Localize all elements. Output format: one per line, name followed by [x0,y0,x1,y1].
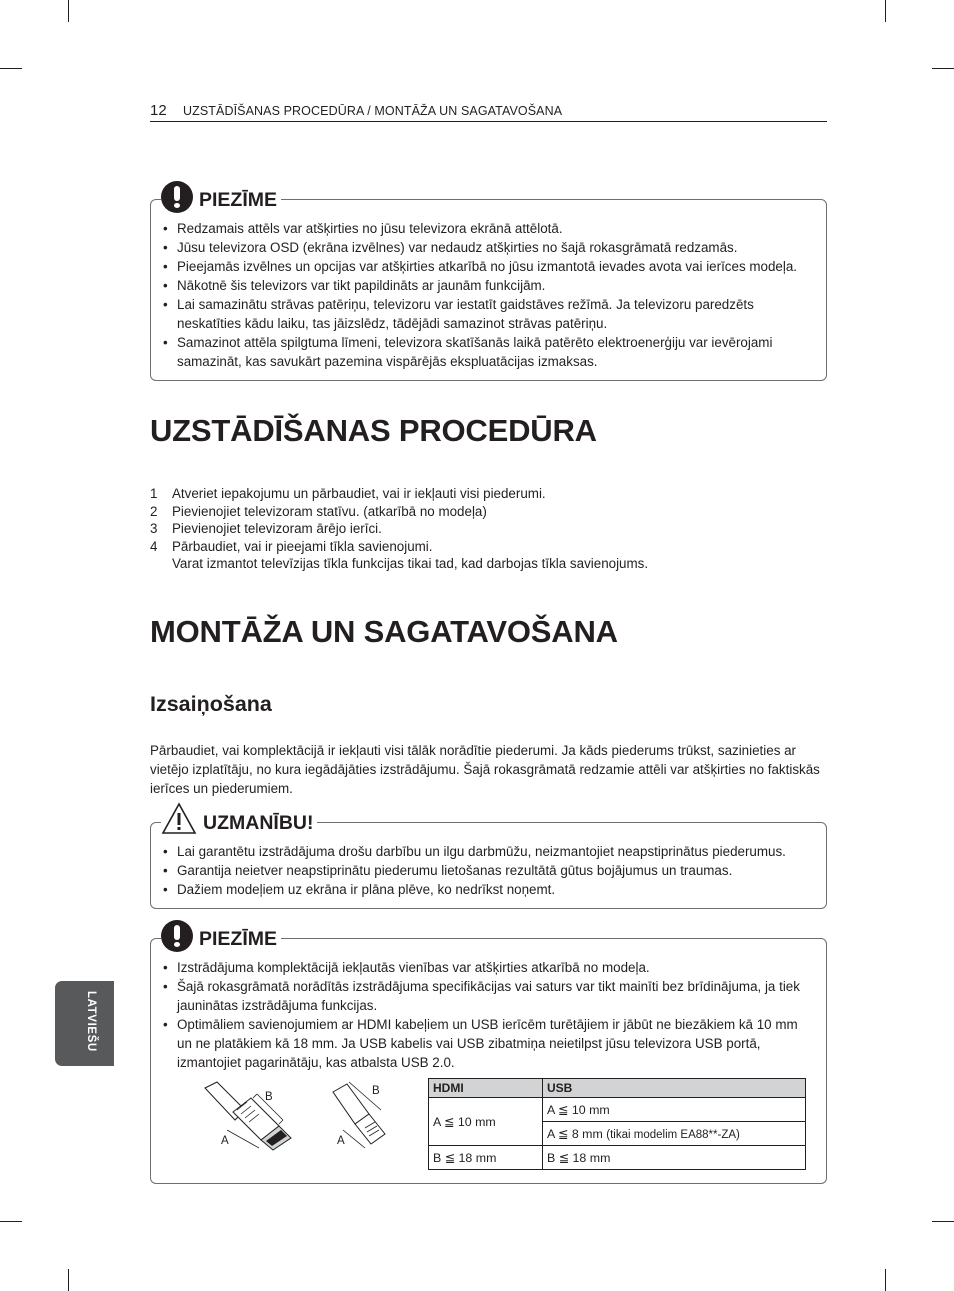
caution-title: UZMANĪBU! [203,812,314,834]
list-item: • Dažiem modeļiem uz ekrāna ir plāna plēve, ko nedrīkst noņemt. [163,880,816,899]
dimension-label: A [337,1135,345,1147]
caution-list [163,842,816,899]
list-item: • Pieejamās izvēlnes un opcijas var atšķirties atkarībā no jūsu izmantotā ievades avota vai ierīces modeļa. [163,257,816,276]
list-item: • Lai garantētu izstrādājuma drošu darbību un ilgu darbmūžu, neizmantojiet neapstiprinātus piederumus. [163,842,816,861]
language-tab [55,981,114,1066]
list-item: • Optimāliem savienojumiem ar HDMI kabeļiem un USB ierīcēm turētājiem ir jābūt ne biezākiem kā 10 mm un ne platākiem kā 18 mm. Ja USB kabelis vai USB zibatmiņa neietilpst jūsu televizora USB portā, izmantojiet pagarinātāju, kas atbalsta USB 2.0. [163,1015,816,1072]
cell-note: (tikai modelim EA88**-ZA) [606,1129,740,1141]
note-title: PIEZĪME [199,189,278,211]
note-list [163,219,816,371]
running-title: UZSTĀDĪŠANAS PROCEDŪRA / MONTĀŽA UN SAGATAVOŠANA [183,104,563,118]
list-item: • Izstrādājuma komplektācijā iekļautās vienības var atšķirties atkarībā no modeļa. [163,958,816,977]
section-heading: UZSTĀDĪŠANAS PROCEDŪRA [150,413,597,448]
language-label: LATVIEŠU [85,991,97,1052]
caution-box [150,812,827,909]
step-item [150,538,648,573]
crop-mark [885,0,886,22]
table-row [429,1098,806,1122]
table-cell: A ≦ 10 mm [429,1098,543,1146]
crop-mark [68,1269,69,1291]
table-cell: B ≦ 18 mm [543,1146,806,1170]
warning-triangle-icon [161,802,197,836]
note-box [150,189,827,381]
subsection-heading: Izsaiņošana [150,692,272,716]
dimension-label: A [221,1135,229,1147]
step-text: Atveriet iepakojumu un pārbaudiet, vai ir iekļauti visi piederumi. [172,486,546,501]
step-text: Pievienojiet televizoram ārējo ierīci. [172,521,382,537]
note-list [163,958,816,1072]
step-item [150,520,648,538]
step-number: 4 [150,538,158,554]
dimension-label: B [372,1085,380,1097]
table-cell [543,1122,806,1146]
steps-list [150,485,648,573]
note-title: PIEZĪME [199,928,278,950]
step-number: 3 [150,521,158,537]
crop-mark [0,68,22,69]
crop-mark [932,1221,954,1222]
hdmi-plug-illustration [199,1080,309,1155]
list-item: • Garantija neietver neapstiprinātu piederumu lietošanas rezultātā gūtus bojājumus un traumas. [163,861,816,880]
step-item [150,503,648,521]
list-item: • Šajā rokasgrāmatā norādītās izstrādājuma specifikācijas vai saturs var tikt mainīti bez brīdinājuma, ja tiek jauninātas izstrādājuma funkcijas. [163,977,816,1015]
table-header: USB [543,1079,806,1098]
cell-value: A ≦ 8 mm [547,1127,603,1141]
page-number: 12 [150,102,167,119]
table-header-row [429,1079,806,1098]
list-item: • Samazinot attēla spilgtuma līmeni, televizora skatīšanās laikā patērēto elektroenerģiju var ievērojami samazināt, kas savukārt pazemina vispārējās ekspluatācijas izmaksas. [163,333,816,371]
exclamation-circle-icon [161,920,193,952]
crop-mark [0,1221,22,1222]
step-number: 1 [150,486,158,501]
note-header [161,915,281,955]
section-heading: MONTĀŽA UN SAGATAVOŠANA [150,614,618,649]
step-subtext: Varat izmantot televīzijas tīkla funkcijas tikai tad, kad darbojas tīkla savienojums. [172,556,649,572]
crop-mark [932,68,954,69]
note-header [161,176,281,216]
step-number: 2 [150,503,158,519]
list-item: • Nākotnē šis televizors var tikt papildināts ar jaunām funkcijām. [163,276,816,295]
table-cell: A ≦ 10 mm [543,1098,806,1122]
page-header [150,102,827,122]
step-item [150,485,648,503]
table-row [429,1146,806,1170]
table-header: HDMI [429,1079,543,1098]
list-item: • Jūsu televizora OSD (ekrāna izvēlnes) var nedaudz atšķirties no šajā rokasgrāmatā redzamās. [163,238,816,257]
note-box [150,928,827,1184]
step-text: Pievienojiet televizoram statīvu. (atkarībā no modeļa) [172,503,487,519]
list-item: • Redzamais attēls var atšķirties no jūsu televizora ekrānā attēlotā. [163,219,816,238]
crop-mark [68,0,69,22]
intro-paragraph: Pārbaudiet, vai komplektācijā ir iekļauti visi tālāk norādītie piederumi. Ja kāds piederums trūkst, sazinieties ar vietējo izplatītāju, no kura iegādājāties izstrādājumu. Šajā rokasgrāmatā redzamie attēli var atšķirties no faktiskās ierīces un piederumiem. [150,743,820,796]
dimension-label: B [265,1091,273,1103]
step-text: Pārbaudiet, vai ir pieejami tīkla savienojumi. [172,538,433,554]
table-cell: B ≦ 18 mm [429,1146,543,1170]
connector-size-table [428,1078,806,1170]
list-item: • Lai samazinātu strāvas patēriņu, televizoru var iestatīt gaidstāves režīmā. Ja televizoru paredzēts neskatīties kādu laiku, tas jāizslēdz, tādējādi samazinot strāvas patēriņu. [163,295,816,333]
exclamation-circle-icon [161,181,193,213]
crop-mark [885,1269,886,1291]
caution-header [161,799,317,839]
